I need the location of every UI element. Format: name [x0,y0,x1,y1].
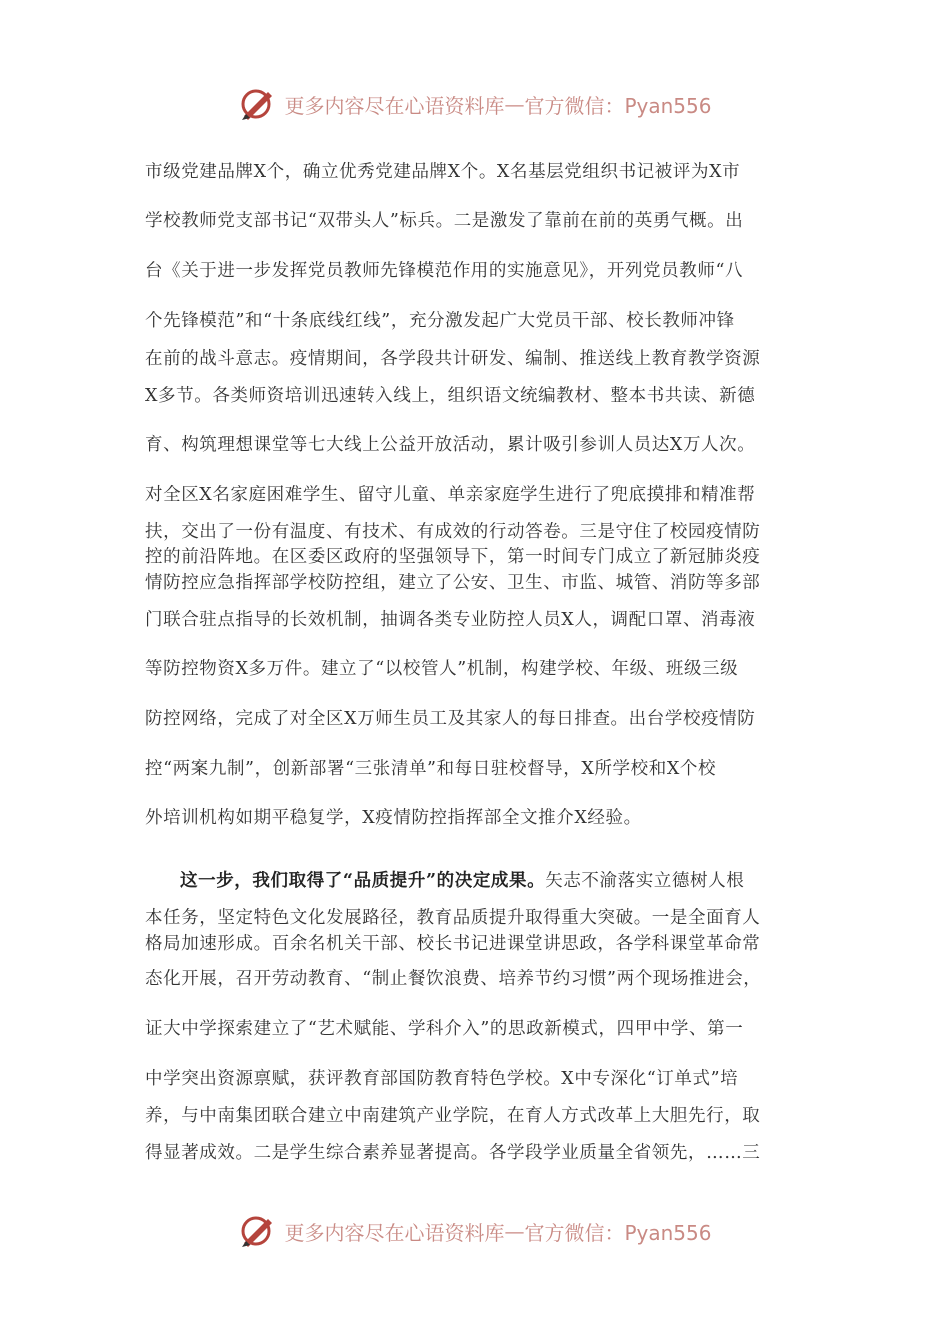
text-line: X多节。各类师资培训迅速转入线上，组织语文统编教材、整本书共读、新德 [145,386,756,406]
text-line: 对全区X名家庭困难学生、留守儿童、单亲家庭学生进行了兜底摸排和精准帮 [145,485,756,505]
paragraph-lead [180,869,815,893]
lead-bold-text: 这一步，我们取得了“品质提升”的决定成果。 [180,871,546,891]
text-line: 控的前沿阵地。在区委区政府的坚强领导下，第一时间专门成立了新冠肺炎疫 [145,547,761,567]
text-line: 门联合驻点指导的长效机制，抽调各类专业防控人员X人，调配口罩、消毒液 [145,610,756,630]
text-line: 中学突出资源禀赋，获评教育部国防教育特色学校。X中专深化“订单式”培 [145,1069,739,1089]
text-line: 证大中学探索建立了“艺术赋能、学科介入”的思政新模式，四甲中学、第一 [145,1019,744,1039]
banner-wechat: 官方微信：Pyan556 [524,1220,712,1245]
banner-separator: — [504,92,525,116]
text-line: 学校教师党支部书记“双带头人”标兵。二是激发了靠前在前的英勇气概。出 [145,211,744,231]
text-line: 养，与中南集团联合建立中南建筑产业学院，在育人方式改革上大胆先行，取 [145,1106,761,1126]
text-line: 得显著成效。二是学生综合素养显著提高。各学段学业质量全省领先，……三 [145,1143,761,1163]
text-line: 外培训机构如期平稳复学，X疫情防控指挥部全文推介X经验。 [145,808,642,828]
text-line: 育、构筑理想课堂等七大线上公益开放活动，累计吸引参训人员达X万人次。 [145,435,756,455]
banner-separator: — [504,1219,525,1243]
text-line: 防控网络，完成了对全区X万师生员工及其家人的每日排查。出台学校疫情防 [145,709,756,729]
banner-wechat: 官方微信：Pyan556 [524,93,712,118]
text-line: 台《关于进一步发挥党员教师先锋模范作用的实施意见》，开列党员教师“八 [145,261,744,281]
text-line: 市级党建品牌X个，确立优秀党建品牌X个。X名基层党组织书记被评为X市 [145,162,741,182]
text-line: 情防控应急指挥部学校防控组，建立了公安、卫生、市监、城管、消防等多部 [145,573,761,593]
banner-title: 更多内容尽在心语资料库 [284,1220,505,1245]
text-line: 控“两案九制”，创新部署“三张清单”和每日驻校督导，X所学校和X个校 [145,759,717,779]
text-line: 个先锋模范”和“十条底线红线”，充分激发起广大党员干部、校长教师冲锋 [145,311,735,331]
text-line: 格局加速形成。百余名机关干部、校长书记进课堂讲思政，各学科课堂革命常 [145,934,761,954]
footer-banner [0,1209,950,1253]
lead-rest-text: 矢志不渝落实立德树人根 [545,871,745,891]
text-line: 态化开展，召开劳动教育、“制止餐饮浪费、培养节约习惯”两个现场推进会， [145,969,762,989]
text-line: 扶，交出了一份有温度、有技术、有成效的行动答卷。三是守住了校园疫情防 [145,522,761,542]
pen-logo-icon [238,1213,278,1249]
header-banner [0,82,950,126]
text-line: 本任务，坚定特色文化发展路径，教育品质提升取得重大突破。一是全面育人 [145,908,761,928]
text-line: 等防控物资X多万件。建立了“以校管人”机制，构建学校、年级、班级三级 [145,659,739,679]
pen-logo-icon [238,86,278,122]
banner-title: 更多内容尽在心语资料库 [284,93,505,118]
text-line: 在前的战斗意志。疫情期间，各学段共计研发、编制、推送线上教育教学资源 [145,349,761,369]
